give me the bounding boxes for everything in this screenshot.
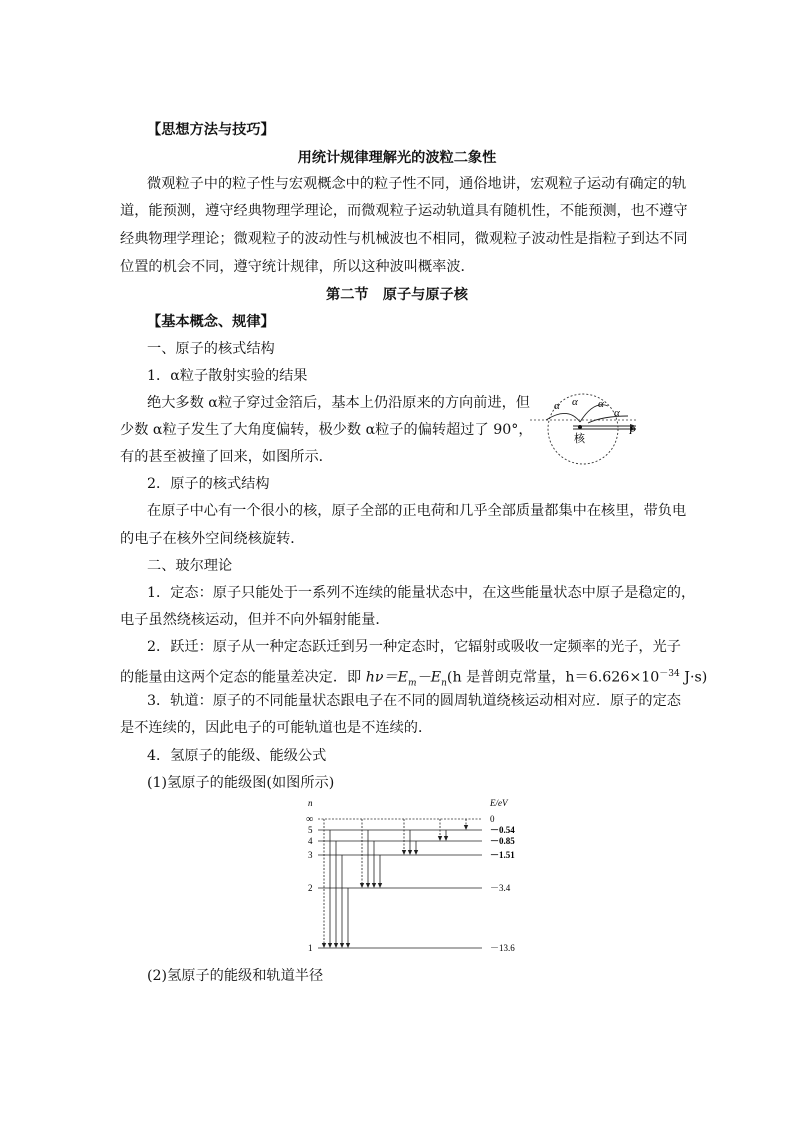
transition-arrowhead	[346, 943, 350, 948]
transition-arrowhead	[372, 883, 376, 888]
heading-energy-diagram: (1)氢原子的能级图(如图所示)	[147, 775, 335, 791]
level-n: 2	[308, 883, 313, 893]
formula-unit: J·s)	[679, 669, 708, 686]
alpha-label: α	[614, 407, 620, 419]
basic-concepts-header: 【基本概念、规律】	[147, 314, 275, 330]
energy-level-diagram	[300, 796, 530, 961]
heading-nuclear-structure: 一、原子的核式结构	[147, 341, 275, 357]
transition-arrows	[322, 819, 468, 948]
transition-arrowhead	[438, 836, 442, 841]
level-energy: －1.51	[490, 850, 515, 860]
formula-prefix: 的能量由这两个定态的能量差决定．即	[120, 669, 366, 686]
alpha-label: α	[554, 400, 560, 412]
formula-minus: －E	[416, 669, 442, 686]
level-energy: －3.4	[490, 883, 511, 893]
methods-title: 用统计规律理解光的波粒二象性	[297, 150, 497, 166]
n-axis-label: n	[308, 798, 313, 808]
bohr-orbit-line: 是不连续的，因此电子的可能轨道也是不连续的．	[120, 720, 433, 736]
transition-arrowhead	[408, 850, 412, 855]
scatter-para-line: 有的甚至被撞了回来，如图所示．	[120, 449, 333, 465]
alpha-label: α	[598, 398, 604, 410]
level-energy: 0	[490, 814, 495, 824]
nucleus-label: 核	[574, 433, 585, 445]
level-n: 3	[308, 850, 313, 860]
heading-hydrogen-levels: 4．氢原子的能级、能级公式	[147, 748, 327, 764]
heading-bohr-theory: 二、玻尔理论	[147, 558, 233, 574]
scatter-para-line: 少数 α粒子发生了大角度偏转，极少数 α粒子的偏转超过了 90°，	[120, 422, 533, 438]
transition-arrowhead	[378, 883, 382, 888]
scatter-para-line: 绝大多数 α粒子穿过金箔后，基本上仍沿原来的方向前进，但	[147, 395, 530, 411]
heading-nuclear-model: 2．原子的核式结构	[147, 476, 270, 492]
bohr-orbit-line: 3．轨道：原子的不同能量状态跟电子在不同的圆周轨道绕核运动相对应．原子的定态	[147, 693, 681, 709]
level-n: 1	[308, 943, 313, 953]
nucleus-dot	[578, 425, 582, 429]
nuclear-para-line: 的电子在核外空间绕核旋转．	[120, 531, 305, 547]
transition-arrowhead	[464, 825, 468, 830]
bohr-transition-line: 2．跃迁：原子从一种定态跃迁到另一种定态时，它辐射或吸收一定频率的光子，光子	[147, 639, 681, 655]
bohr-stationary-line: 1．定态：原子只能处于一系列不连续的能量状态中，在这些能量状态中原子是稳定的，	[147, 585, 696, 601]
transition-arrowhead	[444, 836, 448, 841]
bohr-stationary-line: 电子虽然绕核运动，但并不向外辐射能量．	[120, 612, 390, 628]
transition-arrowhead	[328, 943, 332, 948]
level-energy: －0.54	[490, 825, 515, 835]
transition-arrowhead	[322, 943, 326, 948]
level-n: ∞	[306, 814, 314, 825]
transition-arrowhead	[360, 883, 364, 888]
methods-para-line: 位置的机会不同，遵守统计规律，所以这种波叫概率波．	[120, 259, 475, 275]
formula-sub-n: n	[441, 678, 447, 689]
section-header-methods: 【思想方法与技巧】	[147, 122, 275, 138]
formula-exponent: －34	[659, 669, 680, 679]
methods-para-line: 微观粒子中的粒子性与宏观概念中的粒子性不同，通俗地讲，宏观粒子运动有确定的轨	[147, 176, 687, 192]
alpha-label: α	[572, 396, 578, 408]
formula-tail: (h 是普朗克常量，h＝6.626×10	[446, 669, 660, 686]
transition-arrowhead	[402, 850, 406, 855]
energy-axis-label: E/eV	[490, 798, 508, 808]
transition-arrowhead	[334, 943, 338, 948]
level-n: 5	[308, 825, 313, 835]
alpha-scattering-figure	[528, 392, 658, 470]
transition-arrowhead	[414, 850, 418, 855]
methods-para-line: 经典物理学理论；微观粒子的波动性与机械波也不相同，微观粒子波动性是指粒子到达不同	[120, 231, 688, 247]
level-energy: －0.85	[490, 836, 515, 846]
small-deflection-path	[588, 416, 628, 423]
level-energy: －13.6	[490, 943, 515, 953]
bohr-transition-formula-line	[120, 664, 707, 694]
level-n: 4	[308, 836, 313, 846]
heading-levels-radius: (2)氢原子的能级和轨道半径	[147, 968, 324, 984]
transition-arrowhead	[366, 883, 370, 888]
point-p-label: P	[629, 425, 636, 437]
heading-alpha-scattering: 1．α粒子散射实验的结果	[147, 368, 308, 384]
methods-para-line: 道，能预测，遵守经典物理学理论，而微观粒子运动轨道具有随机性，不能预测，也不遵守	[120, 203, 688, 219]
formula-hv: hν＝E	[365, 669, 409, 686]
formula-sub-m: m	[408, 678, 417, 689]
transition-arrowhead	[340, 943, 344, 948]
nuclear-para-line: 在原子中心有一个很小的核，原子全部的正电荷和几乎全部质量都集中在核里，带负电	[147, 503, 687, 519]
deflected-path	[580, 405, 608, 422]
section2-title: 第二节 原子与原子核	[326, 287, 468, 303]
